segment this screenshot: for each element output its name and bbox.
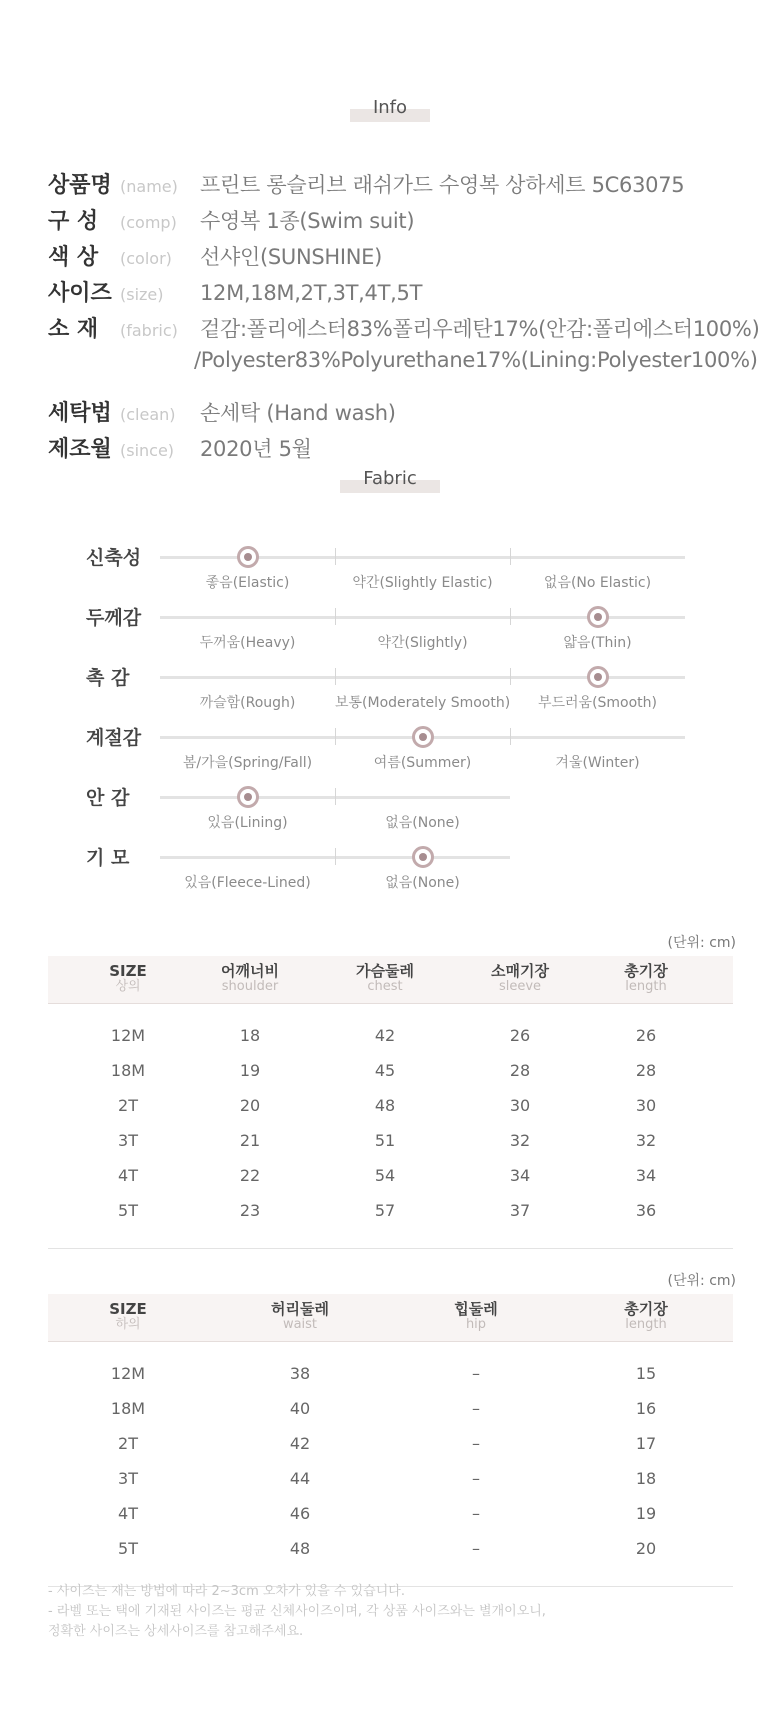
table-cell: 2T bbox=[118, 1096, 138, 1115]
fabric-label: 두께감 bbox=[86, 607, 142, 629]
header-label: SIZE bbox=[109, 962, 147, 980]
fabric-scale-tick bbox=[335, 668, 336, 685]
table-cell: – bbox=[472, 1399, 480, 1418]
table-cell: 54 bbox=[374, 1166, 396, 1185]
fabric-selected-marker bbox=[587, 606, 609, 628]
info-value-continued: /Polyester83%Polyurethane17%(Lining:Polyester100%) bbox=[194, 348, 758, 372]
table-header-cell bbox=[416, 1300, 536, 1332]
table-row bbox=[48, 1434, 733, 1458]
table-cell: – bbox=[472, 1469, 480, 1488]
table-cell: 22 bbox=[239, 1166, 261, 1185]
info-row bbox=[48, 432, 312, 462]
table-cell: 45 bbox=[374, 1061, 396, 1080]
table-cell: 3T bbox=[118, 1469, 138, 1488]
bottom-table-unit: (단위: cm) bbox=[667, 1273, 736, 1289]
fabric-option: 보통(Moderately Smooth) bbox=[335, 695, 511, 711]
info-row bbox=[48, 204, 414, 234]
table-cell: 42 bbox=[289, 1434, 311, 1453]
table-row bbox=[48, 1201, 733, 1225]
note-line: - 라벨 또는 택에 기재된 사이즈는 평균 신체사이즈이며, 각 상품 사이즈와는 별개이오니, bbox=[48, 1604, 546, 1619]
note-line: - 사이즈는 재는 방법에 따라 2~3cm 오차가 있을 수 있습니다. bbox=[48, 1584, 405, 1599]
table-cell: 36 bbox=[635, 1201, 657, 1220]
info-sublabel: (name) bbox=[120, 177, 178, 196]
fabric-option: 까슬함(Rough) bbox=[199, 695, 296, 711]
header-label: 힙둘레 bbox=[454, 1300, 498, 1318]
table-cell: – bbox=[472, 1539, 480, 1558]
table-header-cell bbox=[240, 1300, 360, 1332]
fabric-scale-tick bbox=[510, 728, 511, 745]
info-row bbox=[48, 168, 684, 198]
table-cell: 20 bbox=[635, 1539, 657, 1558]
fabric-option: 여름(Summer) bbox=[373, 755, 472, 771]
fabric-option: 얇음(Thin) bbox=[563, 635, 632, 651]
table-row bbox=[48, 1504, 733, 1528]
info-label: 색 상 bbox=[48, 245, 99, 270]
header-sublabel: length bbox=[625, 979, 667, 994]
fabric-option: 있음(Fleece-Lined) bbox=[184, 875, 311, 891]
table-header-cell bbox=[586, 1300, 706, 1332]
table-cell: 44 bbox=[289, 1469, 311, 1488]
info-row bbox=[48, 276, 422, 306]
info-section-title bbox=[0, 97, 780, 127]
table-row bbox=[48, 1026, 733, 1050]
table-cell: 12M bbox=[110, 1026, 146, 1045]
table-cell: 15 bbox=[635, 1364, 657, 1383]
table-cell: 4T bbox=[118, 1504, 138, 1523]
fabric-option: 없음(None) bbox=[385, 815, 460, 831]
fabric-selected-marker bbox=[237, 786, 259, 808]
table-header-cell bbox=[68, 1300, 188, 1332]
table-cell: 34 bbox=[509, 1166, 531, 1185]
table-cell: 18 bbox=[635, 1469, 657, 1488]
fabric-scale-tick bbox=[335, 728, 336, 745]
table-row bbox=[48, 1061, 733, 1085]
info-sublabel: (since) bbox=[120, 441, 175, 460]
table-cell: 20 bbox=[239, 1096, 261, 1115]
table-row bbox=[48, 1166, 733, 1190]
table-cell: 16 bbox=[635, 1399, 657, 1418]
table-cell: 17 bbox=[635, 1434, 657, 1453]
info-sublabel: (clean) bbox=[120, 405, 176, 424]
table-bottom-border bbox=[48, 1248, 733, 1249]
header-sublabel: 상의 bbox=[115, 979, 141, 994]
info-value: 손세탁 (Hand wash) bbox=[200, 401, 396, 425]
table-cell: 3T bbox=[118, 1131, 138, 1150]
table-cell: 51 bbox=[374, 1131, 396, 1150]
header-label: SIZE bbox=[109, 1300, 147, 1318]
header-label: 소매기장 bbox=[491, 962, 549, 980]
top-size-table bbox=[48, 956, 733, 1236]
table-cell: 5T bbox=[118, 1539, 138, 1558]
info-value: 수영복 1종(Swim suit) bbox=[200, 209, 415, 233]
table-cell: 18M bbox=[110, 1399, 146, 1418]
info-label: 세탁법 bbox=[48, 401, 112, 426]
fabric-scale-tick bbox=[510, 548, 511, 565]
info-label: 사이즈 bbox=[48, 281, 112, 306]
fabric-option: 겨울(Winter) bbox=[555, 755, 640, 771]
info-value: 프린트 롱슬리브 래쉬가드 수영복 상하세트 5C63075 bbox=[200, 173, 685, 197]
table-cell: 18M bbox=[110, 1061, 146, 1080]
table-header-cell bbox=[325, 962, 445, 994]
header-label: 가슴둘레 bbox=[356, 962, 414, 980]
table-cell: 4T bbox=[118, 1166, 138, 1185]
info-value: 12M,18M,2T,3T,4T,5T bbox=[200, 281, 423, 305]
table-cell: 57 bbox=[374, 1201, 396, 1220]
fabric-label: 계절감 bbox=[86, 727, 142, 749]
header-label: 총기장 bbox=[624, 1300, 668, 1318]
table-cell: 28 bbox=[635, 1061, 657, 1080]
bottom-size-table bbox=[48, 1294, 733, 1574]
info-label: 소 재 bbox=[48, 317, 99, 342]
header-label: 총기장 bbox=[624, 962, 668, 980]
header-sublabel: shoulder bbox=[221, 979, 279, 994]
info-sublabel: (color) bbox=[120, 249, 172, 268]
fabric-option: 좋음(Elastic) bbox=[205, 575, 290, 591]
fabric-selected-marker bbox=[237, 546, 259, 568]
table-header bbox=[48, 1294, 733, 1342]
fabric-label: 안 감 bbox=[86, 787, 130, 809]
table-cell: 18 bbox=[239, 1026, 261, 1045]
table-cell: 2T bbox=[118, 1434, 138, 1453]
info-sublabel: (fabric) bbox=[120, 321, 178, 340]
fabric-selected-marker bbox=[412, 726, 434, 748]
fabric-option: 부드러움(Smooth) bbox=[537, 695, 658, 711]
fabric-selected-marker bbox=[412, 846, 434, 868]
fabric-scale-tick bbox=[335, 548, 336, 565]
table-row bbox=[48, 1539, 733, 1563]
table-row bbox=[48, 1469, 733, 1493]
table-cell: 12M bbox=[110, 1364, 146, 1383]
note-line: 정확한 사이즈는 상세사이즈를 참고해주세요. bbox=[48, 1624, 304, 1639]
table-row bbox=[48, 1399, 733, 1423]
table-cell: 5T bbox=[118, 1201, 138, 1220]
table-cell: – bbox=[472, 1504, 480, 1523]
info-sublabel: (comp) bbox=[120, 213, 177, 232]
header-label: 어깨너비 bbox=[221, 962, 279, 980]
table-cell: 48 bbox=[289, 1539, 311, 1558]
table-cell: 48 bbox=[374, 1096, 396, 1115]
fabric-option: 약간(Slightly Elastic) bbox=[352, 575, 493, 591]
fabric-title-text: Fabric bbox=[363, 468, 417, 489]
table-header-cell bbox=[190, 962, 310, 994]
size-notes bbox=[48, 1582, 546, 1642]
table-header-cell bbox=[68, 962, 188, 994]
table-cell: 42 bbox=[374, 1026, 396, 1045]
fabric-option: 두꺼움(Heavy) bbox=[199, 635, 296, 651]
fabric-scale-tick bbox=[510, 608, 511, 625]
table-row bbox=[48, 1096, 733, 1120]
fabric-option: 있음(Lining) bbox=[207, 815, 288, 831]
info-row bbox=[48, 240, 382, 270]
info-sublabel: (size) bbox=[120, 285, 164, 304]
table-cell: 34 bbox=[635, 1166, 657, 1185]
table-cell: 26 bbox=[509, 1026, 531, 1045]
info-label: 상품명 bbox=[48, 173, 112, 198]
info-row bbox=[48, 312, 759, 342]
fabric-selected-marker bbox=[587, 666, 609, 688]
header-sublabel: chest bbox=[367, 979, 403, 994]
fabric-option: 약간(Slightly) bbox=[377, 635, 468, 651]
header-sublabel: 하의 bbox=[115, 1317, 141, 1332]
table-row bbox=[48, 1131, 733, 1155]
fabric-row bbox=[0, 847, 780, 911]
info-label: 제조월 bbox=[48, 437, 112, 462]
fabric-scale-tick bbox=[335, 788, 336, 805]
info-row bbox=[48, 396, 396, 426]
header-sublabel: waist bbox=[282, 1317, 318, 1332]
table-cell: 30 bbox=[635, 1096, 657, 1115]
fabric-label: 신축성 bbox=[86, 547, 142, 569]
info-label: 구 성 bbox=[48, 209, 99, 234]
table-cell: 19 bbox=[635, 1504, 657, 1523]
table-row bbox=[48, 1364, 733, 1388]
info-value: 2020년 5월 bbox=[200, 437, 312, 461]
table-cell: 32 bbox=[635, 1131, 657, 1150]
table-header-cell bbox=[586, 962, 706, 994]
info-title-text: Info bbox=[372, 97, 408, 118]
info-value: 선샤인(SUNSHINE) bbox=[200, 245, 383, 269]
info-value: 겉감:폴리에스터83%폴리우레탄17%(안감:폴리에스터100%) bbox=[200, 317, 760, 341]
table-cell: 38 bbox=[289, 1364, 311, 1383]
fabric-scale-tick bbox=[335, 848, 336, 865]
table-cell: 30 bbox=[509, 1096, 531, 1115]
top-table-unit: (단위: cm) bbox=[667, 935, 736, 951]
table-cell: 37 bbox=[509, 1201, 531, 1220]
fabric-scale-tick bbox=[510, 668, 511, 685]
table-cell: 28 bbox=[509, 1061, 531, 1080]
table-header-cell bbox=[460, 962, 580, 994]
fabric-option: 봄/가을(Spring/Fall) bbox=[182, 755, 313, 771]
header-sublabel: length bbox=[625, 1317, 667, 1332]
fabric-label: 기 모 bbox=[86, 847, 130, 869]
table-cell: 21 bbox=[239, 1131, 261, 1150]
table-cell: 32 bbox=[509, 1131, 531, 1150]
fabric-scale-tick bbox=[335, 608, 336, 625]
table-cell: – bbox=[472, 1364, 480, 1383]
table-cell: – bbox=[472, 1434, 480, 1453]
table-cell: 19 bbox=[239, 1061, 261, 1080]
header-label: 허리둘레 bbox=[271, 1300, 329, 1318]
table-cell: 40 bbox=[289, 1399, 311, 1418]
table-cell: 23 bbox=[239, 1201, 261, 1220]
header-sublabel: sleeve bbox=[498, 979, 542, 994]
fabric-label: 촉 감 bbox=[86, 667, 130, 689]
table-cell: 46 bbox=[289, 1504, 311, 1523]
fabric-section-title bbox=[0, 468, 780, 498]
table-cell: 26 bbox=[635, 1026, 657, 1045]
table-header bbox=[48, 956, 733, 1004]
fabric-option: 없음(None) bbox=[385, 875, 460, 891]
header-sublabel: hip bbox=[465, 1317, 487, 1332]
fabric-option: 없음(No Elastic) bbox=[543, 575, 652, 591]
